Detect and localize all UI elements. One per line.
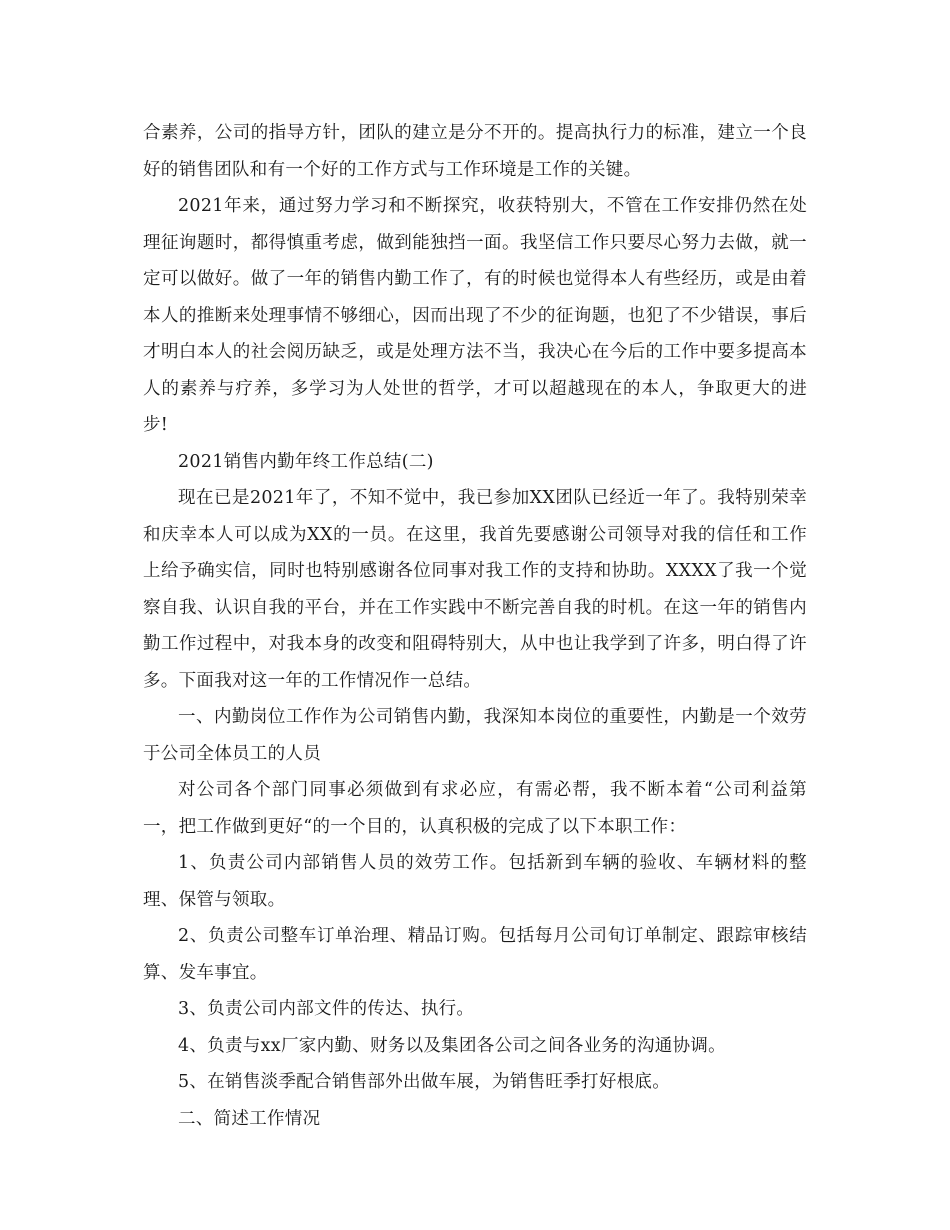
paragraph: 2021年来，通过努力学习和不断探究，收获特别大，不管在工作安排仍然在处理征询题时，都得慎重考虑，做到能独挡一面。我坚信工作只要尽心努力去做，就一定可以做好。做了一年的销售内勤工作了，有的时候也觉得本人有些经历，或是由着本人的推断来处理事情不够细心，因而出现了不少的征询题，也犯了不少错误，事后才明白本人的社会阅历缺乏，或是处理方法不当，我决心在今后的工作中要多提高本人的素养与疗养，多学习为人处世的哲学，才可以超越现在的本人，争取更大的进步! [143,196,807,435]
section-heading: 二、简述工作情况 [178,1108,321,1129]
list-item: 3、负责公司内部文件的传达、执行。 [178,999,475,1019]
list-item: 2、负责公司整车订单治理、精品订购。包括每月公司旬订单制定、跟踪审核结算、发车事宜。 [143,926,807,983]
paragraph: 对公司各个部门同事必须做到有求必应，有需必帮，我不断本着“公司利益第一，把工作做到更好“的一个目的，认真积极的完成了以下本职工作： [143,780,807,837]
paragraph: 现在已是2021年了，不知不觉中，我已参加XX团队已经近一年了。我特别荣幸和庆幸本人可以成为XX的一员。在这里，我首先要感谢公司领导对我的信任和工作上给予确实信，同时也特别感谢各位同事对我工作的支持和协助。XXXX了我一个觉察自我、认识自我的平台，并在工作实践中不断完善自我的时机。在这一年的销售内勤工作过程中，对我本身的改变和阻碍特别大，从中也让我学到了许多，明白得了许多。下面我对这一年的工作情况作一总结。 [143,488,807,691]
paragraph: 一、内勤岗位工作作为公司销售内勤，我深知本岗位的重要性，内勤是一个效劳于公司全体员工的人员 [143,707,807,764]
list-item: 5、在销售淡季配合销售部外出做车展，为销售旺季打好根底。 [178,1072,671,1092]
paragraph: 合素养，公司的指导方针，团队的建立是分不开的。提高执行力的标准，建立一个良好的销售团队和有一个好的工作方式与工作环境是工作的关键。 [143,123,807,180]
list-item: 4、负责与xx厂家内勤、财务以及集团各公司之间各业务的沟通协调。 [178,1035,726,1056]
section-heading: 2021销售内勤年终工作总结(二) [178,451,434,472]
document-body [143,115,807,1137]
list-item: 1、负责公司内部销售人员的效劳工作。包括新到车辆的验收、车辆材料的整理、保管与领取。 [143,853,807,910]
